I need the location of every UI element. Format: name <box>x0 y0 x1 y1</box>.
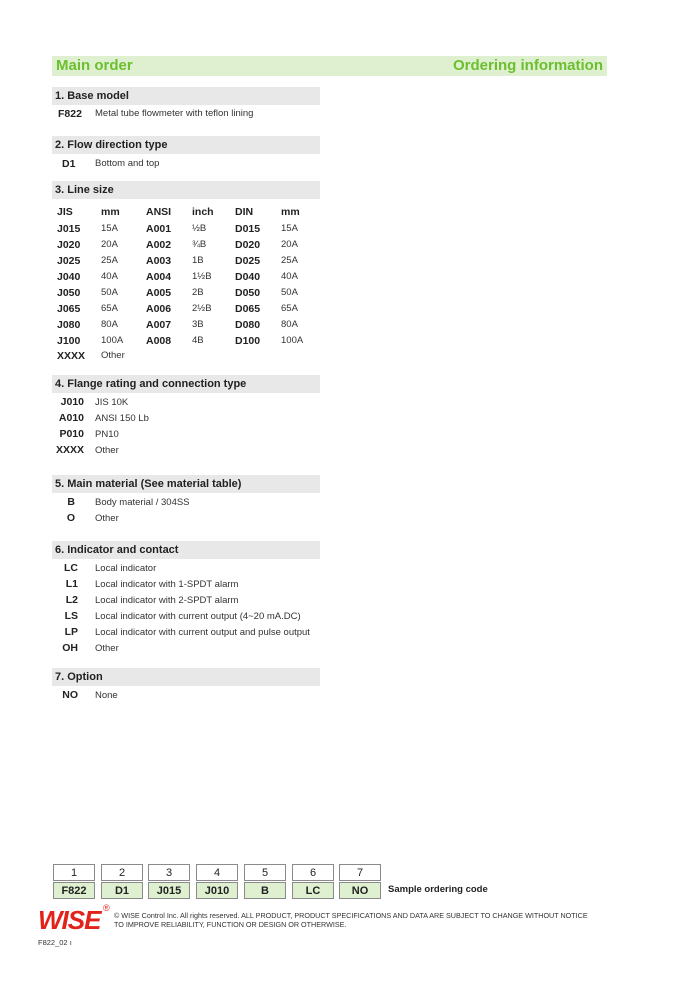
table-cell: 50A <box>281 287 298 298</box>
table-cell: J100 <box>57 335 81 347</box>
option-description: ANSI 150 Lb <box>95 413 149 424</box>
sample-code-value: F822 <box>53 882 95 899</box>
table-cell: D065 <box>235 303 261 315</box>
desc-other-line: Other <box>101 350 125 361</box>
header-bar <box>52 56 607 76</box>
option-description: JIS 10K <box>95 397 129 408</box>
table-cell: 80A <box>101 319 118 330</box>
table-cell: 3B <box>192 319 204 330</box>
option-description: Local indicator with 1-SPDT alarm <box>95 579 239 590</box>
section-title-base-model: 1. Base model <box>52 87 320 105</box>
table-cell: A004 <box>146 271 172 283</box>
table-cell: A008 <box>146 335 172 347</box>
table-cell: 15A <box>101 223 118 234</box>
col-header-mm: mm <box>101 206 120 218</box>
table-cell: 1B <box>192 255 204 266</box>
sample-code-value: LC <box>292 882 334 899</box>
col-header-inch: inch <box>192 206 214 218</box>
option-description: Local indicator with current output (4~20 mA.DC) <box>95 611 301 622</box>
option-code: L1 <box>65 578 78 590</box>
option-code: L2 <box>65 594 78 606</box>
option-code: LC <box>64 562 78 574</box>
table-cell: 80A <box>281 319 298 330</box>
table-cell: D015 <box>235 223 261 235</box>
table-cell: 2B <box>192 287 204 298</box>
table-cell: 65A <box>101 303 118 314</box>
page-subtitle: Ordering information <box>453 57 603 74</box>
table-cell: J080 <box>57 319 81 331</box>
option-description: Local indicator with 2-SPDT alarm <box>95 595 239 606</box>
table-cell: D040 <box>235 271 261 283</box>
section-title-line-size: 3. Line size <box>52 181 320 199</box>
col-header-din: DIN <box>235 206 254 218</box>
option-description: Local indicator <box>95 563 157 574</box>
option-description: None <box>95 690 118 701</box>
table-cell: J025 <box>57 255 81 267</box>
sample-position-number: 1 <box>53 864 95 881</box>
desc-f822: Metal tube flowmeter with teflon lining <box>95 108 254 119</box>
wise-logo: WISE <box>38 905 101 935</box>
sample-position-number: 5 <box>244 864 286 881</box>
sample-code-value: J010 <box>196 882 238 899</box>
table-cell: 1½B <box>192 271 212 282</box>
table-cell: 2½B <box>192 303 212 314</box>
table-cell: A001 <box>146 223 172 235</box>
desc-d1: Bottom and top <box>95 158 160 169</box>
table-cell: 100A <box>101 335 124 346</box>
sample-position-number: 4 <box>196 864 238 881</box>
option-code: B <box>67 496 75 508</box>
option-code: P010 <box>59 428 84 440</box>
option-code: LP <box>64 626 78 638</box>
table-cell: J065 <box>57 303 81 315</box>
option-code: OH <box>62 642 78 654</box>
sample-code-value: D1 <box>101 882 143 899</box>
table-cell: J020 <box>57 239 81 251</box>
sample-position-number: 2 <box>101 864 143 881</box>
option-code: XXXX <box>55 444 84 456</box>
table-cell: ½B <box>192 223 207 234</box>
sample-position-number: 7 <box>339 864 381 881</box>
section-title-indicator: 6. Indicator and contact <box>52 541 320 559</box>
table-cell: J050 <box>57 287 81 299</box>
option-code: LS <box>64 610 78 622</box>
sample-position-number: 6 <box>292 864 334 881</box>
option-description: Body material / 304SS <box>95 497 190 508</box>
table-cell: J015 <box>57 223 81 235</box>
table-cell: A002 <box>146 239 172 251</box>
table-cell: A003 <box>146 255 172 267</box>
option-code: A010 <box>58 412 84 424</box>
code-f822: F822 <box>58 108 82 120</box>
table-cell: ¾B <box>192 239 207 250</box>
registered-mark: ® <box>103 903 110 913</box>
table-cell: 15A <box>281 223 298 234</box>
option-description: Other <box>95 445 119 456</box>
table-cell: J040 <box>57 271 81 283</box>
table-cell: D050 <box>235 287 261 299</box>
option-code: J010 <box>60 396 84 408</box>
table-cell: A006 <box>146 303 172 315</box>
option-description: Other <box>95 513 119 524</box>
table-cell: 20A <box>101 239 118 250</box>
table-cell: 20A <box>281 239 298 250</box>
sample-code-value: NO <box>339 882 381 899</box>
table-cell: 4B <box>192 335 204 346</box>
table-cell: 100A <box>281 335 304 346</box>
page-number: F822_02 ı <box>38 938 72 947</box>
table-cell: 50A <box>101 287 118 298</box>
section-title-material: 5. Main material (See material table) <box>52 475 320 493</box>
section-title-flow-direction: 2. Flow direction type <box>52 136 320 154</box>
table-cell: A007 <box>146 319 172 331</box>
table-cell: D020 <box>235 239 261 251</box>
code-d1: D1 <box>62 158 76 170</box>
table-cell: 25A <box>281 255 298 266</box>
col-header-mm-din: mm <box>281 206 300 218</box>
sample-code-value: J015 <box>148 882 190 899</box>
sample-ordering-label: Sample ordering code <box>388 884 488 895</box>
table-cell: D080 <box>235 319 261 331</box>
sample-position-number: 3 <box>148 864 190 881</box>
table-cell: 25A <box>101 255 118 266</box>
option-code: O <box>66 512 75 524</box>
table-cell: D025 <box>235 255 261 267</box>
sample-code-value: B <box>244 882 286 899</box>
page-title: Main order <box>56 57 133 74</box>
option-code: NO <box>62 689 78 701</box>
option-description: Local indicator with current output and pulse output <box>95 627 310 638</box>
option-description: Other <box>95 643 119 654</box>
section-title-flange: 4. Flange rating and connection type <box>52 375 320 393</box>
col-header-ansi: ANSI <box>146 206 172 218</box>
table-cell: 40A <box>281 271 298 282</box>
code-xxxx-line: XXXX <box>57 350 86 362</box>
section-title-option: 7. Option <box>52 668 320 686</box>
table-cell: 40A <box>101 271 118 282</box>
table-cell: D100 <box>235 335 261 347</box>
table-cell: 65A <box>281 303 298 314</box>
option-description: PN10 <box>95 429 119 440</box>
legal-notice: © WISE Control Inc. All rights reserved. ALL PRODUCT, PRODUCT SPECIFICATIONS AND DATA ARE SUBJECT TO CHANGE WITHOUT NOTICE TO IMPROVE RELIABILITY, FUNCTION OR DESIGN OR OTHERWISE. <box>114 911 588 929</box>
col-header-jis: JIS <box>57 206 73 218</box>
table-cell: A005 <box>146 287 172 299</box>
